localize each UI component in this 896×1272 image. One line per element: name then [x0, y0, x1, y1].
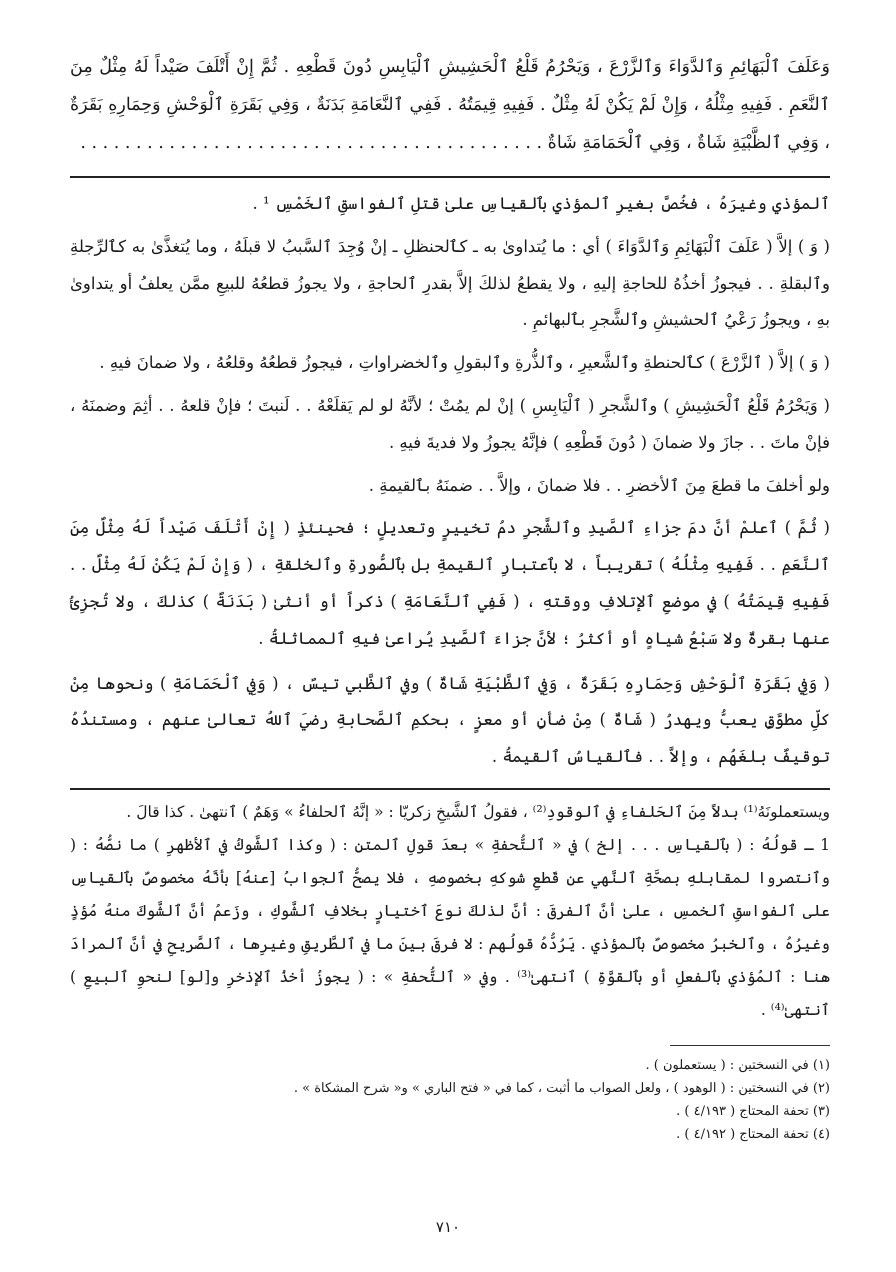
footnote: (٢) في النسختين : ( الوهود ) ، ولعل الصواب ما أثبت ، كما في « فتح الباري » و« شرح المشكاة » .	[293, 1080, 830, 1096]
sharh-paragraph: ٱلمؤذي وغيرَهُ ، فخُصَّ بغيرِ ٱلمؤذي بٱلقياسِ علىٰ قتلِ ٱلفواسقِ ٱلخَمْسِ ¹ .	[252, 194, 830, 213]
footnotes	[70, 1054, 830, 1146]
sharh-paragraph: ( وَ ) إلاَّ ( عَلَفَ ٱلْبَهَائِمِ وَٱلدَّوَاءَ ) أي : ما يُتداوىٰ به ـ كٱلحنظلِ ـ إنْ وُجِدَ ٱلسَّببُ لا قبلَهُ ، وما يُتغذَّىٰ به كٱلرِّجلةِ وٱلبقلةِ . . فيجوزُ أخذُهُ للحاجةِ إليهِ ، ولا يقطعُ لذلكَ إلاَّ بقدرِ ٱلحاجةِ ، ولا يجوزُ قطعُهُ للبيعِ ممَّن يعلفُ أو يتداوىٰ بهِ ، ويجوزُ رَعْيُ ٱلحشيشِ وٱلشَّجرِ بٱلبهائمِ .	[70, 236, 830, 330]
matn-paragraph: وَعَلَفَ ٱلْبَهَائِمِ وَٱلدَّوَاءَ وَٱلزَّرْعَ ، وَيَحْرُمُ قَلْعُ ٱلْحَشِيشِ ٱلْيَابِسِ دُونَ قَطْعِهِ . ثُمَّ إِنْ أَتْلَفَ صَيْداً لَهُ مِثْلٌ مِنَ ٱلنَّعَمِ . فَفِيهِ مِثْلُهُ ، وَإِنْ لَمْ يَكُنْ لَهُ مِثْلٌ . فَفِيهِ قِيمَتُهُ . فَفِي ٱلنَّعَامَةِ بَدَنَةٌ ، وَفِي بَقَرَةِ ٱلْوَحْشِ وَحِمَارِهِ بَقَرَةٌ ، وَفِي ٱلظَّبْيَةِ شَاةٌ ، وَفِي ٱلْحَمَامَةِ شَاةٌ	[70, 57, 830, 153]
matn-separator	[70, 176, 830, 178]
sharh-paragraph: ( ثُمَّ ) ٱعلمْ أنَّ دمَ جزاءِ ٱلصَّيدِ وٱلشَّجرِ دمُ تخييرٍ وتعديلٍ ؛ فحينئذٍ ( إِنْ أَتْلَفَ صَيْداً لَهُ مِثْلٌ مِنَ ٱلنَّعَمِ . . فَفِيهِ مِثْلُهُ ) تقريباً ، لا بٱعتبارِ ٱلقيمةِ بل بٱلصُّورةِ وٱلخلقةِ ، ( وَإِنْ لَمْ يَكُنْ لَهُ مِثْلٌ . . فَفِيهِ قِيمَتُهُ ) في موضعِ ٱلإتلافِ ووقتهِ ، ( فَفِي ٱلنَّعَامَةِ ) ذكراً أو أنثىٰ ( بَدَنَةٌ ) كذلكَ ، ولا تُجزِئُ عنها بقرةٌ ولا سَبْعُ شياهٍ أو أكثرُ ؛ لأنَّ جزاءَ ٱلصَّيدِ يُراعىٰ فيهِ ٱلمماثلةُ .	[70, 518, 830, 648]
hashiya-paragraph: ويستعملونَهُ⁽¹⁾ بدلاً مِنَ ٱلحَلفاءِ في ٱلوقودِ⁽²⁾ ، فقولُ ٱلشَّيخِ زكريّا : « إنَّهُ ٱلحلفاءُ » وَهَمٌ ) ٱنتهىٰ . كذا قالَ .	[126, 802, 830, 821]
page-number: ٧١٠	[435, 1218, 461, 1236]
footnote-separator	[670, 1045, 830, 1046]
sharh-text	[70, 186, 830, 776]
page-body	[70, 48, 830, 1146]
hashiya-separator	[70, 788, 830, 790]
matn-text	[70, 48, 830, 162]
hashiya-text	[70, 796, 830, 1027]
footnote: (١) في النسختين : ( يستعملون ) .	[645, 1057, 830, 1073]
sharh-paragraph: ( وَ ) إلاَّ ( ٱلزَّرْعَ ) كٱلحنطةِ وٱلشَّعيرِ ، وٱلذُّرةِ وٱلبقولِ وٱلخضراواتِ ، فيجوزُ قطعُهُ وقلعُهُ ، ولا ضمانَ فيهِ .	[99, 353, 830, 373]
hashiya-paragraph: 1 ـ قولُهُ : ( بٱلقياسِ . . . إلخ ) في « ٱلتُّحفةِ » بعدَ قولِ ٱلمتنِ : ( وكذا ٱلشَّوكُ في ٱلأظهرِ ) ما نصُّهُ : ( وٱنتصروا لمقابلهِ بصحَّةِ ٱلنَّهي عن قَطعِ شوكهِ بخصوصهِ ، فلا يصحُّ ٱلجوابُ [عنهُ] بأنَّهُ مخصوصٌ بٱلقياسِ على ٱلفواسقِ ٱلخمسِ ، علىٰ أنَّ ٱلفرقَ : أنَّ لذلكَ نوعَ ٱختيارٍ بخلافِ ٱلشَّوكِ ، وزَعمُ أنَّ ٱلشَّوكَ منهُ مُؤذٍ وغيرُهُ ، وٱلخبرُ مخصوصٌ بٱلمؤذي . يَرُدُّهُ قولُهم : لا فرقَ بينَ ما في ٱلطَّريقِ وغيرِها ، ٱلصَّريحِ في أنَّ ٱلمرادَ هنا : ٱلمُؤذي بٱلفعلِ أو بٱلقوَّةِ ) ٱنتهىٰ⁽³⁾ . وفي « ٱلتُّحفةِ » : ( يجوزُ أخذُ ٱلإذخرِ و[لو] لنحوِ ٱلبيعِ ) ٱنتهىٰ⁽⁴⁾ .	[70, 835, 831, 1019]
matn-dots: . . . . . . . . . . . . . . . . . . . . . . . . . . . . . . . . . . . . . . . . . .	[80, 133, 543, 153]
sharh-paragraph: ( وَفِي بَقَرَةِ ٱلْوَحْشِ وَحِمَارِهِ بَقَرَةٌ ، وَفِي ٱلظَّبْيَةِ شَاةٌ ) وفي ٱلظَّبي تيسٌ ، ( وَفِي ٱلْحَمَامَةِ ) ونحوها مِنْ كلِّ مطوَّقٍ يعبُّ ويهدرُ ( شَاةٌ ) مِنْ ضأنٍ أو معزٍ ، بحكمِ ٱلصَّحابةِ رضيَ ٱللهُ تعالىٰ عنهم ، ومستندُهُ توقيفٌ بلغَهُم ، وإلاَّ . . فٱلقياسُ ٱلقيمةُ .	[70, 673, 830, 767]
footnote: (٣) تحفة المحتاج ( ٤/١٩٣ ) .	[676, 1103, 830, 1119]
sharh-paragraph: ( وَيَحْرُمُ قَلْعُ ٱلْحَشِيشِ ) وٱلشَّجرِ ( ٱلْيَابِسِ ) إنْ لم يمُتْ ؛ لأنَّهُ لو لم يَقلَعْهُ . . لَنبتَ ؛ فإنْ قلعهُ . . أثِمَ وضمنَهُ ، فإنْ ماتَ . . جازَ ولا ضمانَ ( دُونَ قَطْعِهِ ) فإنَّهُ يجوزُ ولا فديةَ فيهِ .	[70, 395, 830, 452]
sharh-paragraph: ولو أخلفَ ما قطعَ مِنَ ٱلأخضرِ . . فلا ضمانَ ، وإلاَّ . . ضمنَهُ بٱلقيمةِ .	[368, 475, 830, 495]
footnote: (٤) تحفة المحتاج ( ٤/١٩٢ ) .	[676, 1126, 830, 1142]
